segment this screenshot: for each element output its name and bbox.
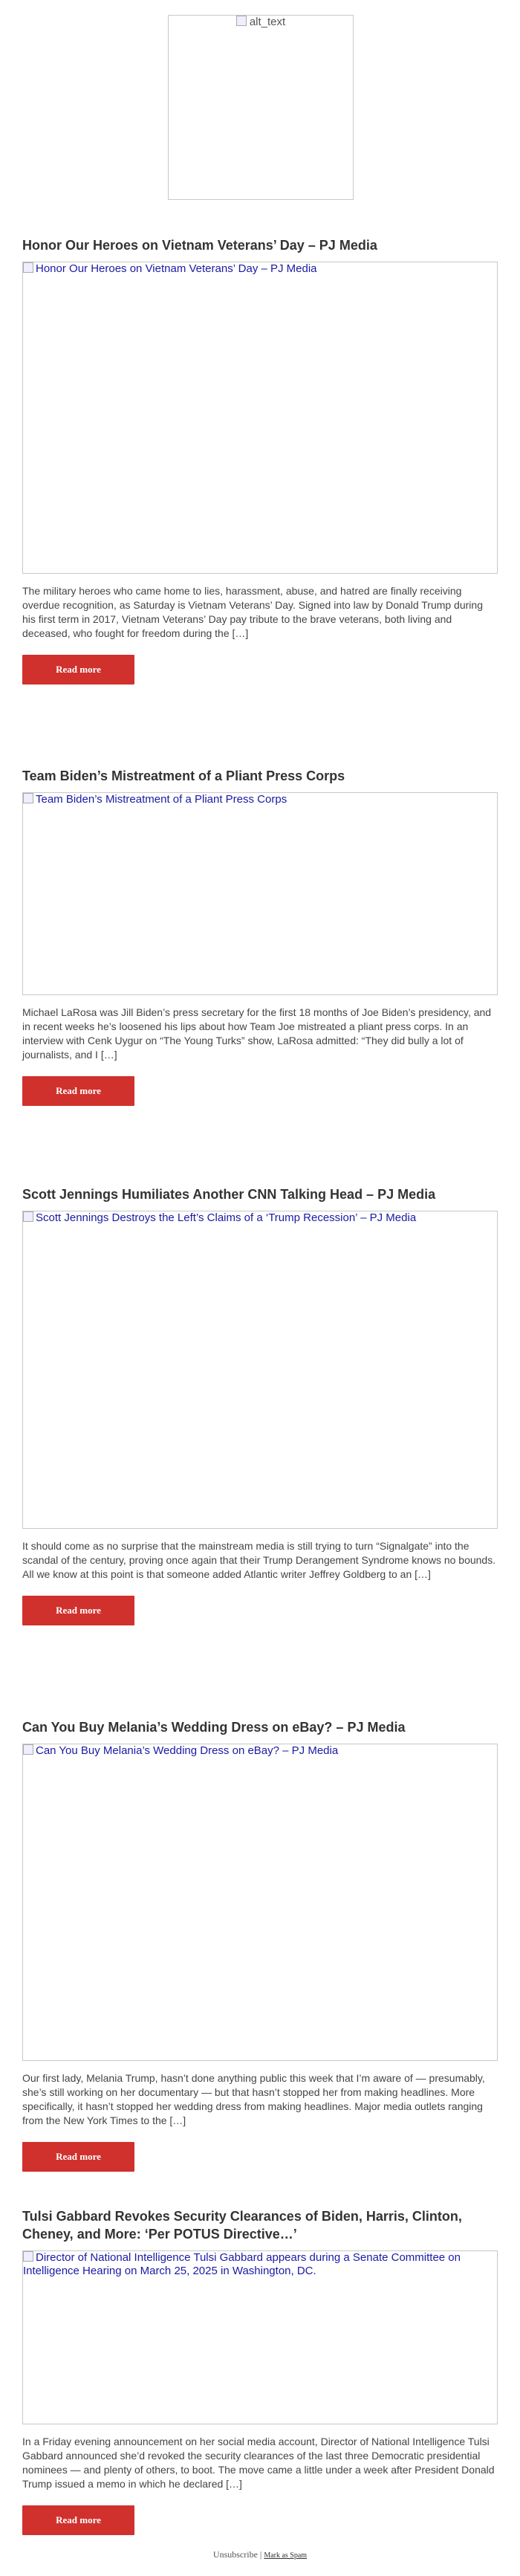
article-card: [22, 236, 498, 685]
read-more-button[interactable]: Read more: [22, 655, 134, 685]
broken-image-icon: [23, 2251, 33, 2262]
broken-image-icon: [23, 262, 33, 273]
broken-image-icon: [23, 1744, 33, 1755]
article-title[interactable]: Can You Buy Melania’s Wedding Dress on eBay? – PJ Media: [22, 1720, 406, 1735]
article-image-alt: Director of National Intelligence Tulsi Gabbard appears during a Senate Committee on Intelligence Hearing on March 25, 2025 in Washington, DC.: [23, 2251, 461, 2277]
article-excerpt: The military heroes who came home to lies, harassment, abuse, and hatred are finally receiving overdue recognition, as Saturday is Vietnam Veterans’ Day. Signed into law by Donald Trump during his first term in 2017, Vietnam Veterans’ Day pay tribute to the brave veterans, both living and deceased, who fought for freedom during the […]: [22, 585, 483, 639]
article-title[interactable]: Team Biden’s Mistreatment of a Pliant Press Corps: [22, 768, 345, 783]
read-more-button[interactable]: Read more: [22, 1076, 134, 1106]
footer-separator: |: [259, 2549, 262, 2560]
article-image[interactable]: [22, 1211, 498, 1529]
header-logo-image: [168, 15, 354, 200]
article-image[interactable]: [22, 2250, 498, 2424]
article-image-alt: Scott Jennings Destroys the Left’s Claims of a ‘Trump Recession’ – PJ Media: [36, 1211, 417, 1224]
article-excerpt: It should come as no surprise that the mainstream media is still trying to turn “Signalgate” into the scandal of the century, proving once again that their Trump Derangement Syndrome knows no bounds. All we know at this point is that someone added Atlantic writer Jeffrey Goldberg to an […]: [22, 1540, 496, 1580]
article-card: [22, 1185, 498, 1625]
article-card: [22, 2207, 498, 2535]
read-more-button[interactable]: Read more: [22, 2505, 134, 2535]
article-card: [22, 1718, 498, 2172]
mark-as-spam-link[interactable]: Mark as Spam: [264, 2551, 308, 2560]
article-image-alt: Honor Our Heroes on Vietnam Veterans’ Day – PJ Media: [36, 262, 317, 275]
unsubscribe-link[interactable]: Unsubscribe: [212, 2549, 258, 2560]
article-title[interactable]: Honor Our Heroes on Vietnam Veterans’ Day – PJ Media: [22, 238, 377, 253]
article-excerpt: Michael LaRosa was Jill Biden’s press secretary for the first 18 months of Joe Biden’s presidency, and in recent weeks he’s loosened his lips about how Team Joe mistreated a pliant press corps. In an interview with Cenk Uygur on “The Young Turks” show, LaRosa admitted: “They did bully a lot of journalists, and I […]: [22, 1006, 492, 1061]
article-excerpt: In a Friday evening announcement on her social media account, Director of National Intelligence Tulsi Gabbard announced she’d revoked the security clearances of the last three Democratic presidential nominees — and plenty of others, to boot. The move came a little under a week after President Donald Trump issued a memo in which he declared […]: [22, 2436, 495, 2490]
article-image-alt: Team Biden’s Mistreatment of a Pliant Press Corps: [36, 793, 287, 806]
article-title[interactable]: Tulsi Gabbard Revokes Security Clearances of Biden, Harris, Clinton, Cheney, and More: ‘Per POTUS Directive…’: [22, 2209, 462, 2242]
article-card: [22, 767, 498, 1106]
broken-image-icon: [23, 793, 33, 803]
article-image-alt: Can You Buy Melania’s Wedding Dress on eBay? – PJ Media: [36, 1744, 339, 1757]
broken-image-icon: [23, 1211, 33, 1222]
article-image[interactable]: [22, 262, 498, 574]
email-footer: [0, 2549, 520, 2560]
article-title[interactable]: Scott Jennings Humiliates Another CNN Talking Head – PJ Media: [22, 1187, 436, 1202]
read-more-button[interactable]: Read more: [22, 1596, 134, 1625]
article-image[interactable]: [22, 1744, 498, 2061]
article-image[interactable]: [22, 792, 498, 995]
read-more-button[interactable]: Read more: [22, 2142, 134, 2172]
broken-image-icon: [236, 16, 247, 26]
article-excerpt: Our first lady, Melania Trump, hasn’t done anything public this week that I’m aware of — presumably, she’s still working on her documentary — but that hasn’t stopped her from making headlines. More specifically, it hasn’t stopped her wedding dress from making headlines. Major media outlets ranging from the New York Times to the […]: [22, 2072, 485, 2126]
header-logo-alt: alt_text: [249, 16, 286, 28]
